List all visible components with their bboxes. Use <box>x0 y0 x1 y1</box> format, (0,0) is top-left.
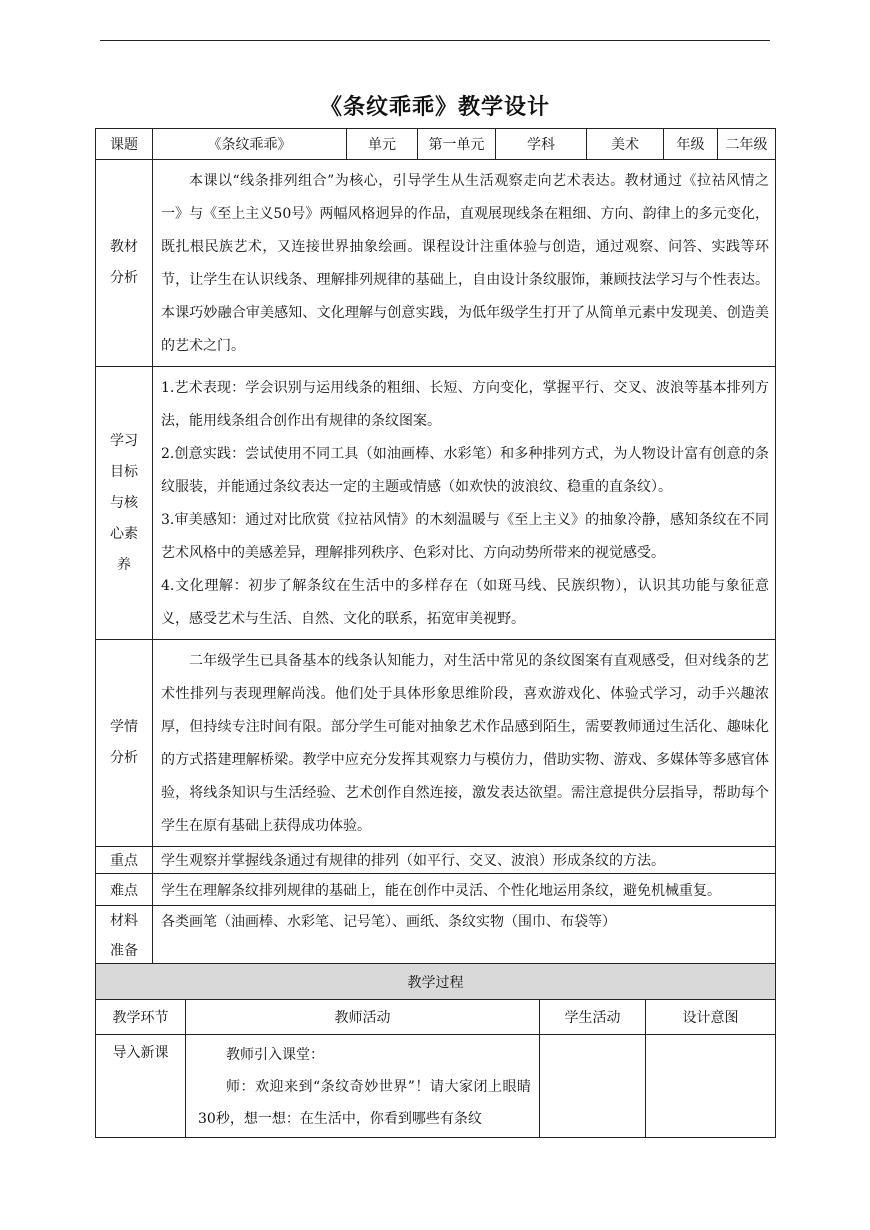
stage-intro: 导入新课 <box>96 1035 186 1138</box>
subject-label: 学科 <box>496 129 587 160</box>
info-row <box>96 129 776 160</box>
header-rule <box>100 40 770 41</box>
column-student: 学生活动 <box>540 1000 646 1035</box>
materials-row <box>96 906 776 967</box>
process-column-header <box>96 1000 776 1035</box>
difficult-point-text: 学生在理解条纹排列规律的基础上，能在创作中灵活、个性化地运用条纹，避免机械重复。 <box>153 874 776 906</box>
materials-text: 各类画笔（油画棒、水彩笔、记号笔）、画纸、条纹实物（围巾、布袋等） <box>153 906 776 967</box>
table-row <box>96 1035 776 1138</box>
column-intent: 设计意图 <box>646 1000 776 1035</box>
page-title: 《条纹乖乖》教学设计 <box>319 94 550 120</box>
process-heading-row <box>96 964 776 1000</box>
grade-label: 年级 <box>664 129 718 160</box>
student-activity <box>540 1035 646 1138</box>
subject-value: 美术 <box>587 129 664 160</box>
course-value: 《条纹乖乖》 <box>153 129 347 160</box>
goals-label: 学习 目标 与核 心素 养 <box>96 367 153 640</box>
unit-value: 第一单元 <box>418 129 496 160</box>
grade-value: 二年级 <box>718 129 776 160</box>
design-intent <box>646 1035 776 1138</box>
goals-content <box>153 367 776 640</box>
teaching-process-table <box>95 963 776 1138</box>
goals-row <box>96 367 776 640</box>
textbook-analysis: 本课以“线条排列组合”为核心，引导学生从生活观察走向艺术表达。教材通过《拉祜风情之一》与《至上主义50号》两幅风格迥异的作品，直观展现线条在粗细、方向、韵律上的多元变化，既扎根民族艺术，又连接世界抽象绘画。课程设计注重体验与创造，通过观察、问答、实践等环节，让学生在认识线条、理解排列规律的基础上，自由设计条纹服饰，兼顾技法学习与个性表达。本课巧妙融合审美感知、文化理解与创意实践，为低年级学生打开了从简单元素中发现美、创造美的艺术之门。 <box>153 160 776 367</box>
key-point-row <box>96 847 776 874</box>
goal-item: 1.艺术表现：学会识别与运用线条的粗细、长短、方向变化，掌握平行、交叉、波浪等基本排列方法，能用线条组合创作出有规律的条纹图案。 <box>161 380 769 429</box>
lesson-info-table <box>95 128 776 967</box>
difficult-point-label: 难点 <box>96 874 153 906</box>
materials-label: 材料 准备 <box>96 906 153 967</box>
unit-label: 单元 <box>347 129 418 160</box>
key-point-text: 学生观察并掌握线条通过有规律的排列（如平行、交叉、波浪）形成条纹的方法。 <box>153 847 776 874</box>
column-teacher: 教师活动 <box>186 1000 540 1035</box>
students-row <box>96 640 776 847</box>
students-label: 学情 分析 <box>96 640 153 847</box>
students-analysis: 二年级学生已具备基本的线条认知能力，对生活中常见的条纹图案有直观感受，但对线条的艺术性排列与表现理解尚浅。他们处于具体形象思维阶段，喜欢游戏化、体验式学习，动手兴趣浓厚，但持续专注时间有限。部分学生可能对抽象艺术作品感到陌生，需要教师通过生活化、趣味化的方式搭建理解桥梁。教学中应充分发挥其观察力与模仿力，借助实物、游戏、多媒体等多感官体验，将线条知识与生活经验、艺术创作自然连接，激发表达欲望。需注意提供分层指导，帮助每个学生在原有基础上获得成功体验。 <box>153 640 776 847</box>
textbook-label: 教材 分析 <box>96 160 153 367</box>
difficult-point-row <box>96 874 776 906</box>
goal-item: 4.文化理解：初步了解条纹在生活中的多样存在（如斑马线、民族织物），认识其功能与象征意义，感受艺术与生活、自然、文化的联系，拓宽审美视野。 <box>161 578 769 627</box>
key-point-label: 重点 <box>96 847 153 874</box>
goal-item: 3.审美感知：通过对比欣赏《拉祜风情》的木刻温暖与《至上主义》的抽象冷静，感知条纹在不同艺术风格中的美感差异，理解排列秩序、色彩对比、方向动势所带来的视觉感受。 <box>161 512 769 561</box>
course-label: 课题 <box>96 129 153 160</box>
textbook-row <box>96 160 776 367</box>
teacher-activity: 教师引入课堂： 师：欢迎来到“条纹奇妙世界”！请大家闭上眼睛30秒，想一想：在生活中，你看到哪些有条纹 <box>186 1035 540 1138</box>
process-heading: 教学过程 <box>96 964 776 1000</box>
goal-item: 2.创意实践：尝试使用不同工具（如油画棒、水彩笔）和多种排列方式，为人物设计富有创意的条纹服装，并能通过条纹表达一定的主题或情感（如欢快的波浪纹、稳重的直条纹）。 <box>161 446 769 495</box>
column-stage: 教学环节 <box>96 1000 186 1035</box>
